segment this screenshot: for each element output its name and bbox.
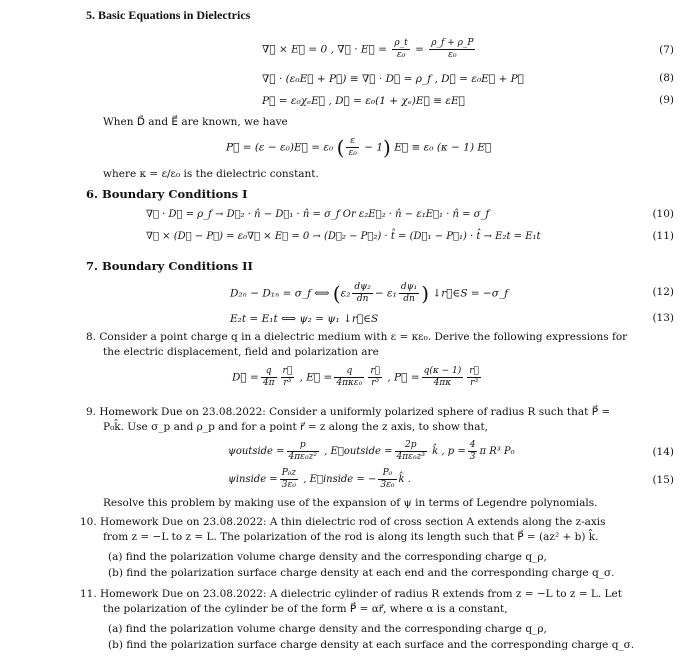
- eq12-p2-den: dn: [403, 294, 415, 304]
- o-psi-num: p: [287, 440, 319, 452]
- e-lhs: , E⃗ =: [299, 371, 333, 384]
- eq7-eq2: =: [411, 43, 428, 56]
- i-e-frac: [378, 468, 396, 491]
- p-r-frac: [467, 366, 481, 389]
- section-8-text-1: 8. Consider a point charge q in a dielectric medium with ε = κε₀. Derive the following expressions for: [86, 331, 628, 343]
- e-num: q: [334, 366, 364, 378]
- known-text: When D⃗ and E⃗ are known, we have: [103, 116, 288, 128]
- equation-11-number: (11): [652, 230, 674, 242]
- p-lhs: , P⃗ =: [387, 371, 420, 384]
- e-r-den: r³: [371, 378, 380, 388]
- eq7-f2-den: ε₀: [448, 50, 457, 60]
- p-frac: [422, 366, 464, 389]
- eq12-p2-num: dψ₁: [400, 282, 418, 292]
- equation-12-number: (12): [652, 286, 674, 298]
- o-e-tail: k̂ , p =: [432, 446, 466, 457]
- i-psi-frac: [280, 468, 298, 491]
- o-e-num: 2p: [395, 440, 427, 452]
- equation-14-number: (14): [652, 446, 674, 458]
- equation-14: [228, 440, 515, 463]
- paren-close: ): [383, 135, 391, 160]
- equation-8-number: (8): [659, 72, 674, 84]
- equation-known: [226, 136, 491, 159]
- o-p-num: 4: [469, 440, 476, 450]
- o-psi: ψoutside =: [228, 446, 285, 457]
- eq7-f1-num: ρ_t: [394, 38, 408, 48]
- d-frac: [261, 366, 277, 389]
- equation-7-number: (7): [659, 44, 674, 56]
- section-11-item-b: (b) find the polarization surface charge density at each surface and the corresponding charge q_σ.: [108, 639, 635, 651]
- section-6-heading: 6. Boundary Conditions I: [86, 187, 248, 201]
- e-r-frac: [368, 366, 382, 389]
- d-num: q: [261, 366, 277, 378]
- section-5-heading: 5. Basic Equations in Dielectrics: [86, 8, 251, 22]
- section-8-text-2: the electric displacement, field and polarization are: [103, 346, 379, 358]
- eq12-paren-close: ): [421, 281, 430, 306]
- e-frac: [334, 366, 364, 389]
- section-7-heading: 7. Boundary Conditions II: [86, 259, 253, 273]
- section-10-item-b: (b) find the polarization surface charge density at each end and the corresponding charge q_σ.: [108, 567, 615, 579]
- eqk-f-den: ε₀: [348, 148, 357, 158]
- section-10-text-2: from z = −L to z = L. The polarization of the rod is along its length such that P⃗ = (az² + b) k̂.: [103, 531, 599, 543]
- o-e-den: 4πε₀z³: [396, 452, 425, 462]
- where-text: where κ = ε/ε₀ is the dielectric constant.: [103, 168, 319, 180]
- equation-9-number: (9): [659, 94, 674, 106]
- d-r-frac: [281, 366, 295, 389]
- o-e-frac: [395, 440, 427, 463]
- eq7-f1-den: ε₀: [396, 50, 406, 60]
- eqk-b: − 1: [364, 141, 384, 154]
- eq12-paren-open: (: [332, 281, 341, 306]
- equation-10-number: (10): [652, 208, 674, 220]
- eqk-a: P⃗ = (ε − ε₀)E⃗ = ε₀: [226, 141, 334, 154]
- i-psi-den: 3ε₀: [281, 480, 296, 490]
- eqk-frac: [346, 136, 358, 159]
- equation-9: P⃗ = ε₀χₑE⃗ , D⃗ = ε₀(1 + χₑ)E⃗ ≡ εE⃗: [262, 95, 465, 107]
- equation-point-charge: [232, 366, 483, 389]
- eq12-d: ↓r⃗∈S = −σ_f: [432, 287, 509, 300]
- o-psi-den: 4πε₀z²: [288, 452, 317, 462]
- p-r-den: r³: [470, 378, 479, 388]
- equation-13-number: (13): [652, 312, 674, 324]
- section-9-text-2: P₀k̂. Use σ_p and ρ_p and for a point r⃗ = z along the z axis, to show that,: [103, 421, 489, 433]
- section-10-item-a: (a) find the polarization volume charge density and the corresponding charge q_ρ,: [108, 551, 547, 563]
- p-den: 4πκ: [433, 378, 452, 388]
- e-r-num: r⃗: [370, 366, 381, 376]
- eqk-c: E⃗ ≡ ε₀ (κ − 1) E⃗: [394, 141, 492, 154]
- d-r-den: r³: [283, 378, 292, 388]
- p-num: q(κ − 1): [423, 366, 462, 376]
- eq7-frac1: [392, 38, 409, 61]
- equation-15-number: (15): [652, 474, 674, 486]
- eq12-b: ε₂: [340, 287, 351, 300]
- section-11-text-1: 11. Homework Due on 23.08.2022: A dielectric cylinder of radius R extends from z = −L to z = L. Let: [80, 588, 622, 600]
- d-r-num: r⃗: [282, 366, 293, 376]
- eq12-p1-den: dn: [356, 294, 369, 304]
- o-psi-frac: [287, 440, 319, 463]
- d-den: 4π: [262, 378, 275, 388]
- o-e: , E⃗outside =: [324, 446, 393, 457]
- eq12-a: D₂ₙ − D₁ₙ = σ_f ⟺: [230, 287, 330, 300]
- section-10-text-1: 10. Homework Due on 23.08.2022: A thin dielectric rod of cross section A extends along the z-axis: [80, 516, 606, 528]
- section-11-item-a: (a) find the polarization volume charge density and the corresponding charge q_ρ,: [108, 623, 547, 635]
- section-9-text-1: 9. Homework Due on 23.08.2022: Consider a uniformly polarized sphere of radius R such that P⃗ =: [86, 406, 611, 418]
- o-p-frac: [468, 440, 478, 463]
- p-r-num: r⃗: [469, 366, 479, 376]
- eq12-p1-num: dψ₂: [354, 282, 371, 292]
- paren-open: (: [336, 135, 345, 160]
- equation-7: [262, 38, 477, 61]
- equation-12: [230, 282, 508, 305]
- equation-10: ∇⃗ · D⃗ = ρ_f → D⃗₂ · n̂ − D⃗₁ · n̂ = σ_f Or ε₂E⃗₂ · n̂ − ε₁E⃗₁ · n̂ = σ_f: [146, 209, 490, 220]
- section-11-text-2: the polarization of the cylinder be of the form P⃗ = αr⃗, where α is a constant,: [103, 603, 508, 615]
- e-den: 4πκε₀: [336, 378, 363, 388]
- equation-8: ∇⃗ · (ε₀E⃗ + P⃗) ≡ ∇⃗ · D⃗ = ρ_f , D⃗ = ε₀E⃗ + P⃗: [262, 73, 524, 85]
- section-9-resolve: Resolve this problem by making use of the expansion of ψ in terms of Legendre polynomials.: [103, 497, 598, 509]
- eq7-f2-num: ρ_f + ρ_P: [431, 38, 474, 48]
- i-e-den: 3ε₀: [380, 480, 395, 490]
- eq12-frac1: [352, 282, 372, 305]
- equation-13: E₂t = E₁t ⟺ ψ₂ = ψ₁ ↓r⃗∈S: [230, 313, 379, 325]
- eq7-text: ∇⃗ × E⃗ = 0 , ∇⃗ · E⃗ =: [262, 43, 391, 56]
- i-psi: ψinside =: [228, 474, 278, 485]
- o-p-den: 3: [469, 452, 476, 462]
- i-e: , E⃗inside = −: [303, 474, 377, 485]
- d-lhs: D⃗ =: [232, 371, 259, 384]
- i-e-num: P₀: [378, 468, 396, 480]
- eq7-frac2: [429, 38, 475, 61]
- eq12-c: − ε₁: [374, 287, 397, 300]
- eq12-frac2: [399, 282, 419, 305]
- eqk-f-num: ε: [346, 136, 358, 148]
- i-psi-num: P₀z: [281, 468, 297, 478]
- equation-15: [228, 468, 411, 491]
- equation-11: ∇⃗ × (D⃗ − P⃗) = ε₀∇⃗ × E⃗ = 0 → (D⃗₂ − P⃗₂) · t̂ = (D⃗₁ − P⃗₁) · t̂ → E₂t = E₁t: [146, 231, 541, 242]
- i-e-tail: k̂ .: [398, 474, 411, 485]
- o-p-tail: π R³ P₀: [479, 446, 515, 457]
